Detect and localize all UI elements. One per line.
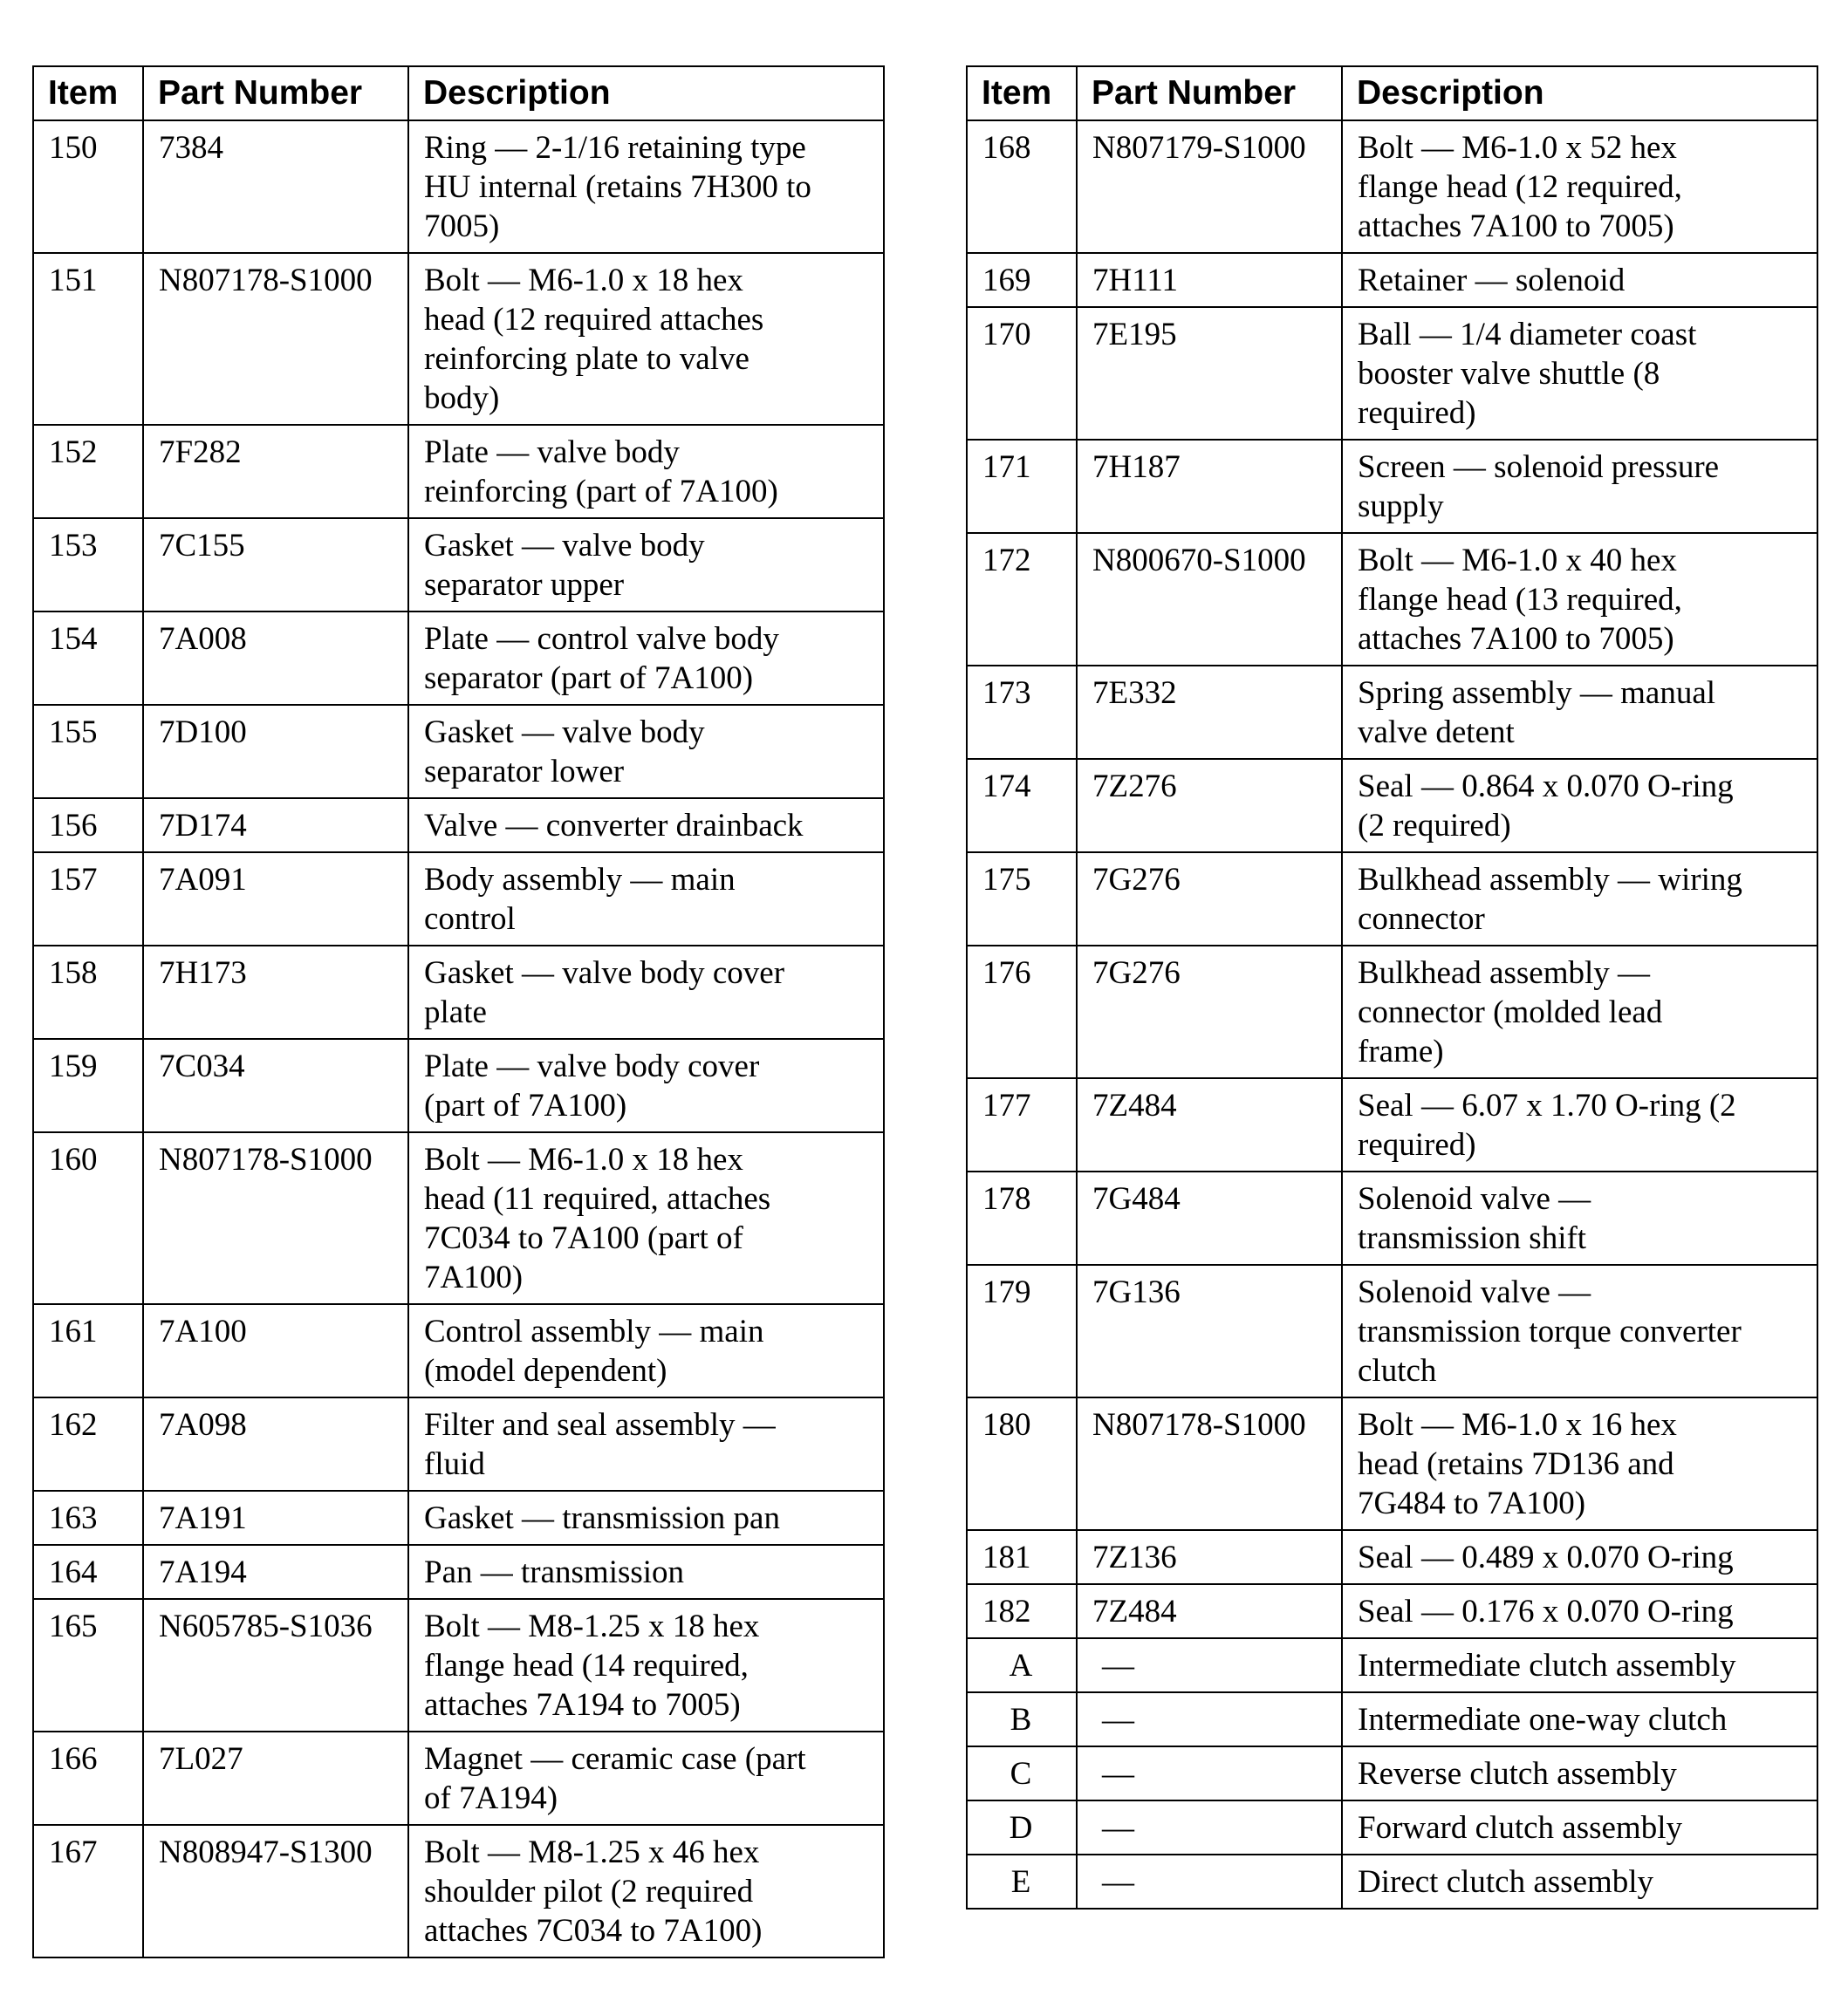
part-number-cell: 7A098: [143, 1397, 408, 1491]
description-cell: Spring assembly — manual valve detent: [1342, 666, 1817, 759]
item-cell: 154: [33, 611, 143, 705]
part-number-cell: 7A008: [143, 611, 408, 705]
item-cell: 170: [967, 307, 1077, 440]
item-cell: 182: [967, 1584, 1077, 1638]
item-cell: E: [967, 1855, 1077, 1909]
item-cell: 177: [967, 1078, 1077, 1172]
description-cell: Ring — 2-1/16 retaining type HU internal (retains 7H300 to 7005): [408, 120, 884, 253]
description-cell: Gasket — transmission pan: [408, 1491, 884, 1545]
item-cell: 174: [967, 759, 1077, 852]
item-cell: 156: [33, 798, 143, 852]
parts-table-left-body: [33, 120, 884, 1957]
item-cell: 178: [967, 1172, 1077, 1265]
description-cell: Direct clutch assembly: [1342, 1855, 1817, 1909]
part-number-cell: 7G484: [1077, 1172, 1342, 1265]
table-row: [33, 705, 884, 798]
table-row: [33, 946, 884, 1039]
item-cell: 164: [33, 1545, 143, 1599]
part-number-cell: 7384: [143, 120, 408, 253]
item-cell: 168: [967, 120, 1077, 253]
part-number-cell: 7D174: [143, 798, 408, 852]
part-number-cell: 7G276: [1077, 852, 1342, 946]
description-cell: Gasket — valve body separator lower: [408, 705, 884, 798]
table-row: [33, 425, 884, 518]
table-header-row: [967, 66, 1817, 120]
description-cell: Bolt — M8-1.25 x 18 hex flange head (14 required, attaches 7A194 to 7005): [408, 1599, 884, 1732]
description-cell: Ball — 1/4 diameter coast booster valve shuttle (8 required): [1342, 307, 1817, 440]
part-number-cell: 7Z484: [1077, 1078, 1342, 1172]
description-cell: Intermediate clutch assembly: [1342, 1638, 1817, 1692]
description-cell: Forward clutch assembly: [1342, 1800, 1817, 1855]
part-number-cell: 7A091: [143, 852, 408, 946]
description-cell: Plate — control valve body separator (part of 7A100): [408, 611, 884, 705]
description-cell: Bulkhead assembly — connector (molded lead frame): [1342, 946, 1817, 1078]
table-row: [967, 253, 1817, 307]
table-row: [967, 1397, 1817, 1530]
description-cell: Bulkhead assembly — wiring connector: [1342, 852, 1817, 946]
table-row: [967, 533, 1817, 666]
table-row: [967, 1584, 1817, 1638]
parts-table-right-body: [967, 120, 1817, 1909]
part-number-cell: 7Z276: [1077, 759, 1342, 852]
description-cell: Bolt — M6-1.0 x 40 hex flange head (13 required, attaches 7A100 to 7005): [1342, 533, 1817, 666]
description-cell: Body assembly — main control: [408, 852, 884, 946]
table-row: [967, 1530, 1817, 1584]
table-header-row: [33, 66, 884, 120]
description-cell: Intermediate one-way clutch: [1342, 1692, 1817, 1746]
description-cell: Magnet — ceramic case (part of 7A194): [408, 1732, 884, 1825]
table-row: [967, 1692, 1817, 1746]
item-cell: 158: [33, 946, 143, 1039]
part-number-cell: 7G276: [1077, 946, 1342, 1078]
part-number-cell: N605785-S1036: [143, 1599, 408, 1732]
item-cell: 169: [967, 253, 1077, 307]
part-number-cell: 7E195: [1077, 307, 1342, 440]
table-row: [967, 440, 1817, 533]
description-cell: Plate — valve body reinforcing (part of 7A100): [408, 425, 884, 518]
description-cell: Seal — 0.864 x 0.070 O-ring (2 required): [1342, 759, 1817, 852]
item-cell: 165: [33, 1599, 143, 1732]
description-cell: Control assembly — main (model dependent): [408, 1304, 884, 1397]
part-number-cell: 7E332: [1077, 666, 1342, 759]
item-cell: 159: [33, 1039, 143, 1132]
item-cell: B: [967, 1692, 1077, 1746]
table-row: [33, 120, 884, 253]
table-row: [33, 798, 884, 852]
part-number-cell: 7H111: [1077, 253, 1342, 307]
part-number-cell: N807179-S1000: [1077, 120, 1342, 253]
header-description: Description: [408, 66, 884, 120]
description-cell: Bolt — M6-1.0 x 52 hex flange head (12 required, attaches 7A100 to 7005): [1342, 120, 1817, 253]
part-number-cell: 7L027: [143, 1732, 408, 1825]
part-number-cell: —: [1077, 1692, 1342, 1746]
part-number-cell: 7D100: [143, 705, 408, 798]
part-number-cell: 7Z136: [1077, 1530, 1342, 1584]
parts-table-right: [966, 65, 1818, 1910]
item-cell: A: [967, 1638, 1077, 1692]
table-row: [967, 852, 1817, 946]
part-number-cell: N807178-S1000: [143, 253, 408, 425]
item-cell: 179: [967, 1265, 1077, 1397]
table-row: [33, 1545, 884, 1599]
item-cell: 150: [33, 120, 143, 253]
item-cell: 157: [33, 852, 143, 946]
table-row: [967, 1746, 1817, 1800]
description-cell: Screen — solenoid pressure supply: [1342, 440, 1817, 533]
table-row: [967, 946, 1817, 1078]
item-cell: 176: [967, 946, 1077, 1078]
description-cell: Retainer — solenoid: [1342, 253, 1817, 307]
description-cell: Valve — converter drainback: [408, 798, 884, 852]
description-cell: Seal — 0.176 x 0.070 O-ring: [1342, 1584, 1817, 1638]
description-cell: Solenoid valve — transmission shift: [1342, 1172, 1817, 1265]
table-row: [33, 1039, 884, 1132]
description-cell: Gasket — valve body cover plate: [408, 946, 884, 1039]
item-cell: 163: [33, 1491, 143, 1545]
item-cell: 173: [967, 666, 1077, 759]
table-row: [33, 1304, 884, 1397]
table-row: [33, 1491, 884, 1545]
part-number-cell: —: [1077, 1800, 1342, 1855]
description-cell: Seal — 6.07 x 1.70 O-ring (2 required): [1342, 1078, 1817, 1172]
table-row: [33, 611, 884, 705]
part-number-cell: —: [1077, 1746, 1342, 1800]
table-row: [33, 852, 884, 946]
item-cell: 167: [33, 1825, 143, 1957]
header-item: Item: [33, 66, 143, 120]
table-row: [33, 518, 884, 611]
table-row: [967, 120, 1817, 253]
part-number-cell: 7C034: [143, 1039, 408, 1132]
header-description: Description: [1342, 66, 1817, 120]
description-cell: Bolt — M6-1.0 x 18 hex head (11 required, attaches 7C034 to 7A100 (part of 7A100): [408, 1132, 884, 1304]
table-row: [967, 1265, 1817, 1397]
part-number-cell: N808947-S1300: [143, 1825, 408, 1957]
item-cell: 155: [33, 705, 143, 798]
part-number-cell: 7Z484: [1077, 1584, 1342, 1638]
item-cell: 162: [33, 1397, 143, 1491]
table-row: [967, 1855, 1817, 1909]
item-cell: 172: [967, 533, 1077, 666]
item-cell: 175: [967, 852, 1077, 946]
part-number-cell: 7A194: [143, 1545, 408, 1599]
part-number-cell: N800670-S1000: [1077, 533, 1342, 666]
header-item: Item: [967, 66, 1077, 120]
table-row: [33, 1132, 884, 1304]
part-number-cell: N807178-S1000: [1077, 1397, 1342, 1530]
table-row: [33, 1397, 884, 1491]
part-number-cell: 7C155: [143, 518, 408, 611]
item-cell: 166: [33, 1732, 143, 1825]
description-cell: Bolt — M6-1.0 x 18 hex head (12 required attaches reinforcing plate to valve body): [408, 253, 884, 425]
part-number-cell: —: [1077, 1638, 1342, 1692]
part-number-cell: 7A100: [143, 1304, 408, 1397]
item-cell: 160: [33, 1132, 143, 1304]
description-cell: Pan — transmission: [408, 1545, 884, 1599]
table-row: [33, 1732, 884, 1825]
item-cell: D: [967, 1800, 1077, 1855]
description-cell: Seal — 0.489 x 0.070 O-ring: [1342, 1530, 1817, 1584]
table-row: [967, 1078, 1817, 1172]
description-cell: Reverse clutch assembly: [1342, 1746, 1817, 1800]
part-number-cell: N807178-S1000: [143, 1132, 408, 1304]
part-number-cell: 7G136: [1077, 1265, 1342, 1397]
table-row: [33, 1599, 884, 1732]
description-cell: Solenoid valve — transmission torque converter clutch: [1342, 1265, 1817, 1397]
description-cell: Bolt — M8-1.25 x 46 hex shoulder pilot (2 required attaches 7C034 to 7A100): [408, 1825, 884, 1957]
item-cell: 181: [967, 1530, 1077, 1584]
table-row: [33, 1825, 884, 1957]
description-cell: Plate — valve body cover (part of 7A100): [408, 1039, 884, 1132]
table-row: [967, 759, 1817, 852]
header-part-number: Part Number: [143, 66, 408, 120]
table-row: [967, 1172, 1817, 1265]
parts-table-left: [32, 65, 885, 1958]
part-number-cell: 7A191: [143, 1491, 408, 1545]
description-cell: Filter and seal assembly — fluid: [408, 1397, 884, 1491]
item-cell: 171: [967, 440, 1077, 533]
part-number-cell: —: [1077, 1855, 1342, 1909]
item-cell: 152: [33, 425, 143, 518]
item-cell: 153: [33, 518, 143, 611]
description-cell: Gasket — valve body separator upper: [408, 518, 884, 611]
description-cell: Bolt — M6-1.0 x 16 hex head (retains 7D136 and 7G484 to 7A100): [1342, 1397, 1817, 1530]
item-cell: 180: [967, 1397, 1077, 1530]
table-row: [967, 666, 1817, 759]
table-row: [967, 307, 1817, 440]
table-row: [967, 1800, 1817, 1855]
part-number-cell: 7H173: [143, 946, 408, 1039]
part-number-cell: 7H187: [1077, 440, 1342, 533]
part-number-cell: 7F282: [143, 425, 408, 518]
item-cell: C: [967, 1746, 1077, 1800]
table-row: [33, 253, 884, 425]
header-part-number: Part Number: [1077, 66, 1342, 120]
table-row: [967, 1638, 1817, 1692]
item-cell: 151: [33, 253, 143, 425]
item-cell: 161: [33, 1304, 143, 1397]
